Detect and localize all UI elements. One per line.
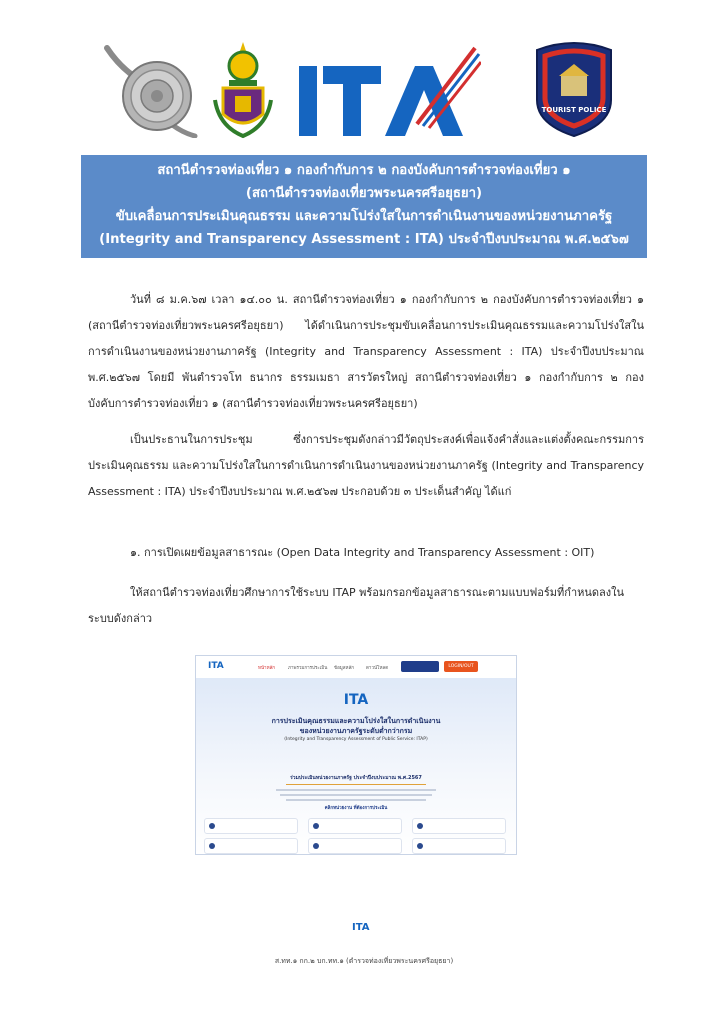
- itap-hero-subtitle: (Integrity and Transparency Assessment of Public Service: ITAP): [284, 737, 428, 742]
- itap-agency-card: [412, 838, 506, 854]
- footer-ita-logo-text: ITA: [352, 922, 370, 933]
- list-item-1-text: ๑. การเปิดเผยข้อมูลสาธารณะ (Open Data Integrity and Transparency Assessment : OIT): [130, 546, 595, 559]
- itap-nav-logo: ITA: [208, 661, 224, 671]
- police-insignia-icon: [101, 40, 203, 138]
- banner-line-2: (สถานีตำรวจท่องเที่ยวพระนครศรีอยุธยา): [245, 186, 483, 201]
- banner-line-3: ขับเคลื่อนการประเมินคุณธรรม และความโปร่งใสในการดำเนินงานของหน่วยงานภาครัฐ: [115, 209, 613, 224]
- itap-agency-card: [412, 818, 506, 834]
- paragraph-3-text: ให้สถานีตำรวจท่องเที่ยวศึกษาการใช้ระบบ ITAP พร้อมกรอกข้อมูลสาธารณะตามแบบฟอร์มที่กำหนดลงในระบบดังกล่าว: [88, 586, 625, 625]
- paragraph-1: [88, 287, 644, 417]
- itap-agency-card: [204, 838, 298, 854]
- footer-ita-logo: [352, 915, 370, 934]
- paragraph-1-text: วันที่ ๘ ม.ค.๖๗ เวลา ๑๔.๐๐ น. สถานีตำรวจท่องเที่ยว ๑ กองกำกับการ ๒ กองบังคับการตำรวจท่องเที่ยว ๑ (สถานีตำรวจท่องเที่ยวพระนครศรีอยุธยา) ได้ดำเนินการประชุมขับเคลื่อนการประเมินคุณธรรมและความโปร่งใสในการดำเนินงานของหน่วยงานภาครัฐ (Integrity and Transparency Assessment : ITA) ประจำปีงบประมาณ พ.ศ.๒๕๖๗ โดยมี พันตำรวจโท ธนากร ธรรมเมธา สารวัตรใหญ่ สถานีตำรวจท่องเที่ยว ๑ กองกำกับการ ๒ กองบังคับการตำรวจท่องเที่ยว ๑ (สถานีตำรวจท่องเที่ยวพระนครศรีอยุธยา): [88, 293, 644, 410]
- paragraph-2: [88, 427, 644, 505]
- itap-description-line: [280, 794, 432, 796]
- itap-description-line: [286, 799, 426, 801]
- footer-text: ส.ทท.๑ กก.๒ บก.ทท.๑ (ตำรวจท่องเที่ยวพระนครศรีอยุธยา): [274, 957, 454, 965]
- itap-nav-item-data: ข้อมูลหลัก: [334, 666, 354, 671]
- itap-hero-title-2: ของหน่วยงานภาครัฐระดับต่ำกว่ากรม: [299, 727, 413, 735]
- itap-year-heading: ร่วมประเมินหน่วยงานภาครัฐ ประจำปีงบประมาณ พ.ศ.2567: [290, 775, 422, 781]
- itap-select-label: คลิกหน่วยงาน ที่ต้องการประเมิน: [324, 806, 388, 811]
- itap-nav-item-overview: ภาพรวมการประเมิน: [288, 666, 328, 671]
- itap-divider: [286, 784, 426, 785]
- paragraph-3: [88, 580, 644, 632]
- banner-line-1: สถานีตำรวจท่องเที่ยว ๑ กองกำกับการ ๒ กองบังคับการตำรวจท่องเที่ยว ๑: [157, 163, 571, 178]
- title-banner: [81, 155, 647, 258]
- itap-website-screenshot: [195, 655, 517, 855]
- itap-hero-title: การประเมินคุณธรรมและความโปร่งใสในการดำเนินงาน: [271, 717, 441, 725]
- banner-line-4: (Integrity and Transparency Assessment : ITA) ประจำปีงบประมาณ พ.ศ.๒๕๖๗: [99, 232, 629, 247]
- itap-nav-item-download: ดาวน์โหลด: [366, 666, 389, 671]
- royal-emblem-icon: [213, 40, 273, 140]
- itap-agency-card: [204, 818, 298, 834]
- badge-text: TOURIST POLICE: [541, 106, 607, 114]
- itap-agency-card: [308, 838, 402, 854]
- itap-nav-item-home: หน้าหลัก: [258, 666, 276, 671]
- itap-hero-logo: ITA: [343, 692, 369, 708]
- itap-nav-dropdown: [401, 661, 439, 672]
- logo-row: [0, 38, 728, 142]
- itap-agency-card: [308, 818, 402, 834]
- itap-description-line: [276, 789, 436, 791]
- itap-hero: [196, 678, 516, 854]
- paragraph-2-text: เป็นประธานในการประชุม ซึ่งการประชุมดังกล่าวมีวัตถุประสงค์เพื่อแจ้งคำสั่งและแต่งตั้งคณะกรรมการประเมินคุณธรรม และความโปร่งใสในการดำเนินการดำเนินงานของหน่วยงานภาครัฐ (Integrity and Transparency Assessment : ITA) ประจำปีงบประมาณ พ.ศ.๒๕๖๗ ประกอบด้วย ๓ ประเด็นสำคัญ ได้แก่: [88, 433, 644, 498]
- itap-login-button: LOGIN/OUT: [444, 661, 478, 672]
- tourist-police-badge-icon: [531, 40, 617, 138]
- ita-logo: [297, 46, 481, 138]
- list-item-1: [88, 540, 644, 566]
- itap-navbar: [196, 656, 516, 678]
